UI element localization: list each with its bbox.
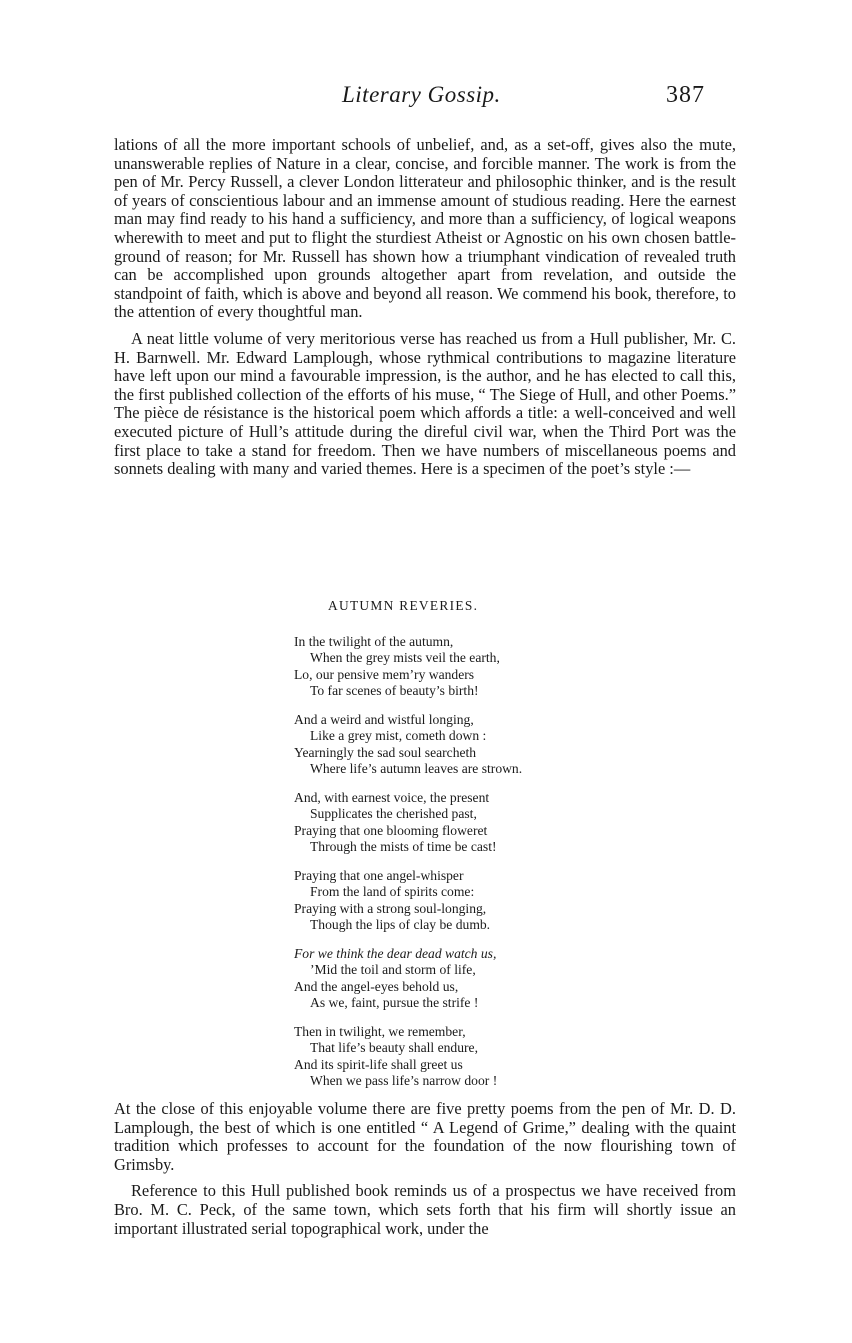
- poem-stanza: [294, 634, 614, 699]
- poem-line: Supplicates the cherished past,: [310, 806, 477, 822]
- poem-line: Then in twilight, we remember,: [294, 1024, 466, 1039]
- poem-title: AUTUMN REVERIES.: [328, 598, 479, 613]
- closing-text: [114, 1100, 736, 1238]
- poem-line: When the grey mists veil the earth,: [310, 650, 500, 666]
- body-text: [114, 136, 736, 479]
- paragraph-unbelief-review: lations of all the more important schools of unbelief, and, as a set-off, gives also the mute, unanswerable replies of Nature in a clear, concise, and forcible manner. The work is from the pen of Mr. Percy Russell, a clever London litterateur and philosophic thinker, and is the result of years of conscientious labour and an immense amount of studious reading. Here the earnest man may find ready to his hand a sufficiency, and more than a sufficiency, of logical weapons wherewith to meet and put to flight the sturdiest Atheist or Agnostic on his own chosen battle-ground of reason; for Mr. Russell has shown how a triumphant vindication of revealed truth can be accomplished upon grounds altogether apart from revelation, and outside the standpoint of faith, which is above and beyond all reason. We commend his book, therefore, to the attention of every thoughtful man.: [114, 135, 736, 322]
- poem-line: Though the lips of clay be dumb.: [310, 916, 491, 932]
- poem-stanza: [294, 946, 614, 1011]
- poem-line: And its spirit-life shall greet us: [294, 1056, 463, 1072]
- poem-line: That life’s beauty shall endure,: [310, 1040, 478, 1056]
- paragraph-prospectus: Reference to this Hull published book reminds us of a prospectus we have received from Bro. M. C. Peck, of the same town, which sets forth that his firm will shortly issue an important illustrated serial topographical work, under the: [114, 1181, 736, 1238]
- poem-stanza: [294, 712, 614, 777]
- poem-line: And, with earnest voice, the present: [294, 790, 490, 805]
- poem-line: Lo, our pensive mem’ry wanders: [294, 666, 475, 682]
- poem-stanza: [294, 868, 614, 933]
- poem-line: As we, faint, pursue the strife !: [310, 994, 479, 1010]
- running-head: [0, 82, 852, 114]
- paragraph-siege-of-hull-review: A neat little volume of very meritorious verse has reached us from a Hull publisher, Mr. C. H. Barnwell. Mr. Edward Lamplough, whose rythmical contributions to magazine literature have left upon our mind a favourable impression, is the author, and he has elected to call this, the first published collection of the efforts of his muse, “ The Siege of Hull, and other Poems.” The pièce de résistance is the historical poem which affords a title: a well-conceived and well executed picture of Hull’s attitude during the direful civil war, when the Third Port was the first place to take a stand for freedom. Then we have numbers of miscellaneous poems and sonnets dealing with many and varied themes. Here is a specimen of the poet’s style :—: [114, 328, 736, 479]
- poem-line: Yearningly the sad soul searcheth: [294, 744, 477, 760]
- poem-line: For we think the dear dead watch us,: [294, 946, 497, 961]
- poem-line: And the angel-eyes behold us,: [294, 978, 459, 994]
- poem-line: In the twilight of the autumn,: [294, 634, 454, 649]
- poem-line: Praying that one blooming floweret: [294, 822, 488, 838]
- poem-line: Where life’s autumn leaves are strown.: [310, 760, 523, 776]
- poem-line: From the land of spirits come:: [310, 884, 475, 900]
- poem-line: And a weird and wistful longing,: [294, 712, 474, 727]
- poem-line: To far scenes of beauty’s birth!: [310, 682, 479, 698]
- running-title: Literary Gossip.: [342, 82, 501, 107]
- poem-stanza: [294, 1024, 614, 1089]
- poem-line: ’Mid the toil and storm of life,: [310, 962, 476, 978]
- page-number: 387: [666, 82, 705, 108]
- poem-line: Praying with a strong soul-longing,: [294, 900, 487, 916]
- paragraph-legend-of-grime: At the close of this enjoyable volume there are five pretty poems from the pen of Mr. D. D. Lamplough, the best of which is one entitled “ A Legend of Grime,” dealing with the quaint tradition which professes to account for the foundation of the now flourishing town of Grimsby.: [114, 1099, 736, 1174]
- poem-stanza: [294, 790, 614, 855]
- poem-line: Praying that one angel-whisper: [294, 868, 464, 883]
- poem-line: When we pass life’s narrow door !: [310, 1072, 498, 1088]
- poem-line: Through the mists of time be cast!: [310, 838, 497, 854]
- poem-line: Like a grey mist, cometh down :: [310, 728, 487, 744]
